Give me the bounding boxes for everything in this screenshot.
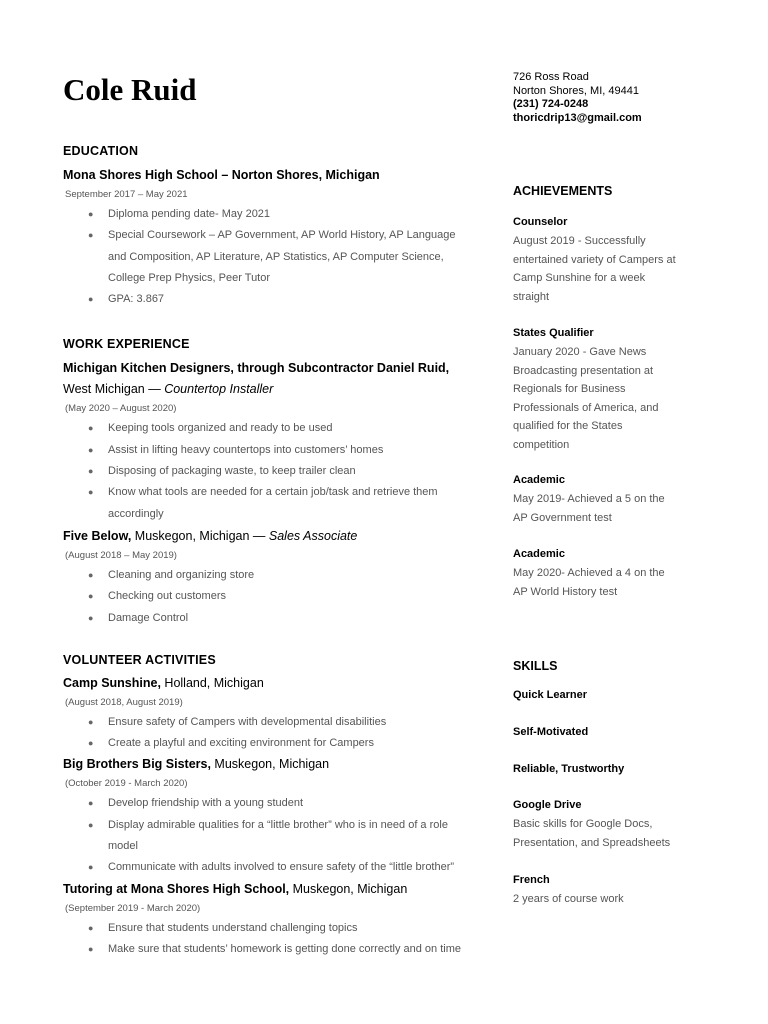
job-location-role: West Michigan — Countertop Installer [63,382,274,397]
list-item: ● Communicate with adults involved to ensure safety of the “little brother” [63,857,483,878]
job-entry [63,359,483,524]
skills-heading: SKILLS [513,659,558,673]
bullet-icon: ● [88,487,94,498]
education-bullets [63,204,483,310]
list-item: ● Diploma pending date- May 2021 [63,204,483,225]
volunteer-dates: (September 2019 - March 2020) [65,902,201,914]
achievement-text: January 2020 - Gave News Broadcasting presentation at Regionals for Business Professionals of America, and qualified for the States competition [513,346,659,451]
education-school [63,166,483,185]
bullet-icon: ● [88,798,94,809]
school-name: Mona Shores High School – Norton Shores, Michigan [63,168,380,182]
job-role: Sales Associate [268,528,358,543]
bullet-icon: ● [88,716,94,727]
list-item: ● Display admirable qualities for a “little brother” who is in need of a role [63,815,483,836]
list-item-continuation: and Composition, AP Literature, AP Statistics, AP Computer Science, [108,250,444,263]
bullet-icon: ● [88,612,94,623]
achievement-title: Counselor [513,216,568,228]
volunteer-dates: (August 2018, August 2019) [65,696,183,708]
achievement-item [513,214,713,306]
work-section [63,335,483,628]
achievement-item [513,325,713,455]
bullet-icon: ● [88,862,94,873]
achievements-heading: ACHIEVEMENTS [513,184,613,198]
contact-block [513,71,642,125]
list-item: ● Assist in lifting heavy countertops into customers’ homes [63,440,483,461]
skill-text: 2 years of course work [513,893,624,905]
bullet-icon: ● [88,466,94,477]
list-item: ● Know what tools are needed for a certain job/task and retrieve them [63,482,483,503]
contact-phone: (231) 724-0248 [513,98,589,110]
education-dates: September 2017 – May 2021 [65,189,188,200]
bullet-icon: ● [88,591,94,602]
skill-item [513,797,713,852]
volunteer-entry [63,674,483,755]
skill-title: Google Drive [513,799,582,811]
list-item: ● Ensure safety of Campers with developmental disabilities [63,712,483,733]
job-org: Michigan Kitchen Designers, through Subcontractor Daniel Ruid, [63,361,450,376]
contact-city: Norton Shores, MI, 49441 [513,84,639,97]
contact-email: thoricdrip13@gmail.com [513,111,642,124]
list-item: ● Create a playful and exciting environment for Campers [63,733,483,754]
bullet-icon: ● [88,922,94,933]
skill-title: French [513,874,550,886]
volunteer-entry [63,755,483,878]
volunteer-org: Big Brothers Big Sisters, Muskegon, Michigan [63,757,330,772]
list-item: ● Special Coursework – AP Government, AP World History, AP Language [63,225,483,246]
job-bullets [63,418,483,524]
skill-text: Basic skills for Google Docs, Presentation, and Spreadsheets [513,818,671,849]
achievement-title: States Qualifier [513,327,594,339]
achievement-text: May 2019- Achieved a 5 on the AP Government test [513,493,665,524]
bullet-icon: ● [88,444,94,455]
bullet-icon: ● [88,423,94,434]
achievement-text: May 2020- Achieved a 4 on the AP World History test [513,567,665,598]
job-role: Countertop Installer [164,382,274,397]
education-section [63,142,483,310]
achievement-item [513,472,713,527]
list-item: ● Make sure that students’ homework is getting done correctly and on time [63,939,483,960]
list-item: ● Checking out customers [63,586,483,607]
volunteer-bullets [63,918,483,961]
job-org-location-role: Five Below, Muskegon, Michigan — Sales Associate [63,528,358,543]
achievement-text: August 2019 - Successfully entertained variety of Campers at Camp Sunshine for a week straight [513,235,676,303]
achievement-title: Academic [513,548,565,560]
bullet-icon: ● [88,569,94,580]
list-item: ● Cleaning and organizing store [63,565,483,586]
bullet-icon: ● [88,230,94,241]
volunteer-dates: (October 2019 - March 2020) [65,778,188,790]
skill-item [513,872,713,909]
list-item-continuation: accordingly [108,507,164,520]
list-item-continuation: College Prep Physics, Peer Tutor [108,271,271,284]
bullet-icon: ● [88,738,94,749]
job-bullets [63,565,483,629]
bullet-icon: ● [88,294,94,305]
job-dates: (May 2020 – August 2020) [65,403,177,415]
volunteer-section [63,651,483,960]
skill-title: Reliable, Trustworthy [513,763,625,775]
job-entry [63,527,483,629]
volunteer-heading: VOLUNTEER ACTIVITIES [63,652,216,667]
volunteer-org: Tutoring at Mona Shores High School, Muskegon, Michigan [63,881,408,896]
education-heading: EDUCATION [63,144,139,158]
skill-item [513,761,713,777]
list-item: ● Ensure that students understand challenging topics [63,918,483,939]
resume-name: Cole Ruid [63,72,197,107]
achievement-title: Academic [513,474,565,486]
work-heading: WORK EXPERIENCE [63,337,190,352]
left-column [63,142,483,960]
contact-street: 726 Ross Road [513,71,589,83]
volunteer-org: Camp Sunshine, Holland, Michigan [63,675,264,690]
list-item: ● Keeping tools organized and ready to be used [63,418,483,439]
volunteer-bullets [63,793,483,878]
skill-title: Self-Motivated [513,726,589,738]
bullet-icon: ● [88,819,94,830]
list-item-continuation: model [108,840,138,853]
skill-item [513,687,713,703]
list-item: ● Damage Control [63,608,483,629]
volunteer-entry [63,880,483,961]
list-item: ● GPA: 3.867 [63,289,483,310]
job-dates: (August 2018 – May 2019) [65,549,177,561]
bullet-icon: ● [88,209,94,219]
achievement-item [513,546,713,601]
list-item: ● Develop friendship with a young student [63,793,483,814]
skill-item [513,724,713,740]
list-item: ● Disposing of packaging waste, to keep trailer clean [63,461,483,482]
bullet-icon: ● [88,943,94,954]
skill-title: Quick Learner [513,689,587,701]
volunteer-bullets [63,712,483,755]
